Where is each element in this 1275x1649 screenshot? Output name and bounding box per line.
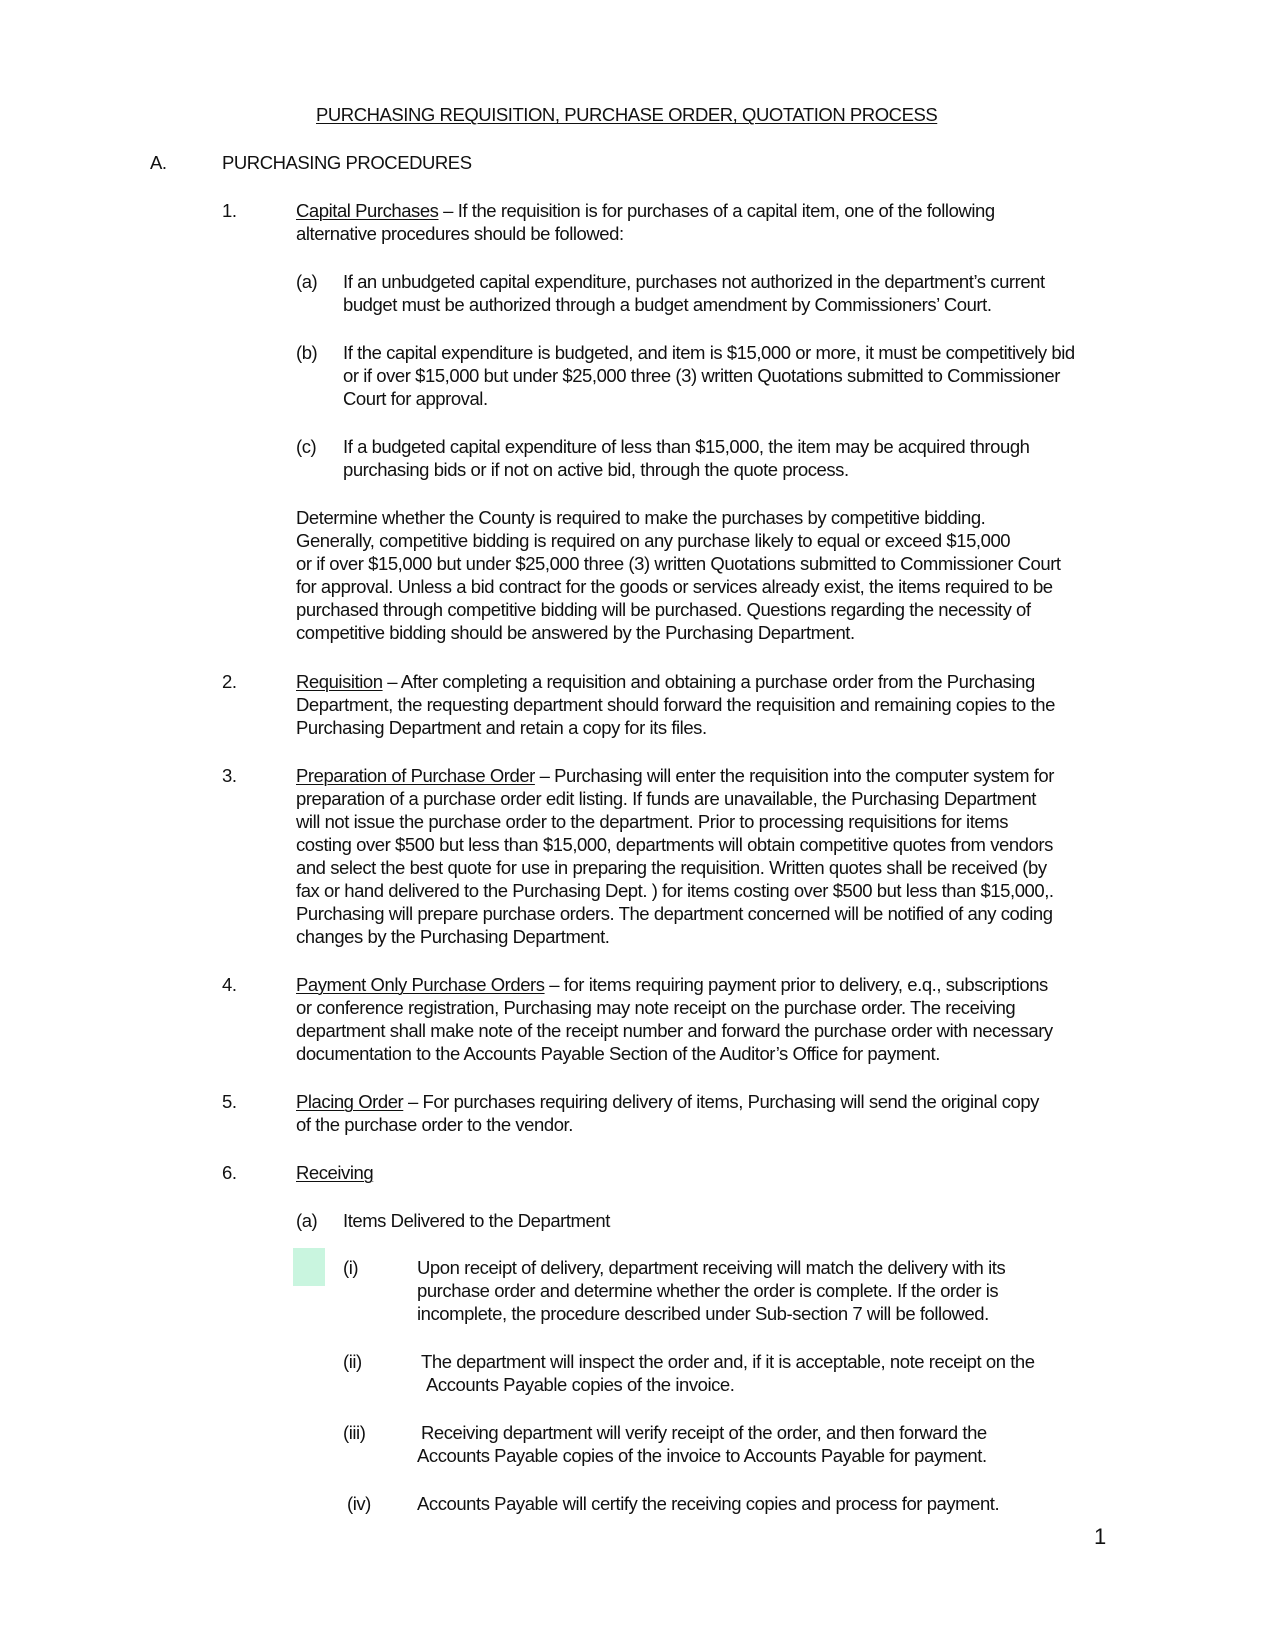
paragraph-line: Determine whether the County is required to make the purchases by competitive bidding. <box>296 507 986 528</box>
item-heading: Receiving <box>296 1162 374 1183</box>
item-text-line: Department, the requesting department should forward the requisition and remaining copies to the <box>296 694 1055 715</box>
section-letter: A. <box>150 152 167 173</box>
roman-label: (ii) <box>343 1351 362 1372</box>
section-heading: PURCHASING PROCEDURES <box>222 152 472 173</box>
roman-label: (i) <box>343 1257 359 1278</box>
highlight-marker <box>293 1248 325 1286</box>
paragraph-line: competitive bidding should be answered by the Purchasing Department. <box>296 622 855 643</box>
roman-line: purchase order and determine whether the order is complete. If the order is <box>417 1280 999 1301</box>
paragraph-line: for approval. Unless a bid contract for the goods or services already exist, the items required to be <box>296 576 1053 597</box>
item-text-line: Requisition – After completing a requisition and obtaining a purchase order from the Purchasing <box>296 671 1035 692</box>
item-text-line: of the purchase order to the vendor. <box>296 1114 573 1135</box>
item-heading: Capital Purchases <box>296 200 439 221</box>
item-text-line: fax or hand delivered to the Purchasing Dept. ) for items costing over $500 but less than $15,000,. <box>296 880 1054 901</box>
subitem-line: or if over $15,000 but under $25,000 three (3) written Quotations submitted to Commissioner <box>343 365 1060 386</box>
item-text-line: Capital Purchases – If the requisition is for purchases of a capital item, one of the following <box>296 200 995 221</box>
item-number: 1. <box>222 200 237 221</box>
item-text-line: department shall make note of the receipt number and forward the purchase order with necessary <box>296 1020 1053 1041</box>
subitem-line: Items Delivered to the Department <box>343 1210 610 1231</box>
paragraph-line: purchased through competitive bidding will be purchased. Questions regarding the necessity of <box>296 599 1031 620</box>
roman-line: Accounts Payable copies of the invoice. <box>426 1374 735 1395</box>
item-text-line: documentation to the Accounts Payable Section of the Auditor’s Office for payment. <box>296 1043 940 1064</box>
item-number: 2. <box>222 671 237 692</box>
roman-line: The department will inspect the order and, if it is acceptable, note receipt on the <box>421 1351 1035 1372</box>
item-number: 4. <box>222 974 237 995</box>
roman-line: incomplete, the procedure described under Sub-section 7 will be followed. <box>417 1303 989 1324</box>
item-text-line: alternative procedures should be followed: <box>296 223 624 244</box>
item-heading: Requisition <box>296 671 383 692</box>
subitem-line: If the capital expenditure is budgeted, and item is $15,000 or more, it must be competitively bid <box>343 342 1075 363</box>
subitem-line: If an unbudgeted capital expenditure, purchases not authorized in the department’s current <box>343 271 1045 292</box>
item-heading: Placing Order <box>296 1091 404 1112</box>
item-text-line: changes by the Purchasing Department. <box>296 926 610 947</box>
item-text-line: and select the best quote for use in preparing the requisition. Written quotes shall be received (by <box>296 857 1047 878</box>
item-number: 3. <box>222 765 237 786</box>
subitem-label: (c) <box>296 436 317 457</box>
item-text-line: preparation of a purchase order edit listing. If funds are unavailable, the Purchasing Department <box>296 788 1036 809</box>
page-number: 1 <box>1094 1524 1106 1549</box>
subitem-label: (a) <box>296 1210 318 1231</box>
paragraph-line: Generally, competitive bidding is required on any purchase likely to equal or exceed $15,000 <box>296 530 1011 551</box>
subitem-line: If a budgeted capital expenditure of less than $15,000, the item may be acquired through <box>343 436 1030 457</box>
subitem-label: (a) <box>296 271 318 292</box>
item-text-line: or conference registration, Purchasing may note receipt on the purchase order. The receiving <box>296 997 1016 1018</box>
roman-line: Upon receipt of delivery, department receiving will match the delivery with its <box>417 1257 1006 1278</box>
item-text-line: Purchasing will prepare purchase orders. The department concerned will be notified of any coding <box>296 903 1053 924</box>
item-heading: Preparation of Purchase Order <box>296 765 535 786</box>
document-title: PURCHASING REQUISITION, PURCHASE ORDER, QUOTATION PROCESS <box>316 104 938 125</box>
item-number: 5. <box>222 1091 237 1112</box>
subitem-label: (b) <box>296 342 318 363</box>
subitem-line: Court for approval. <box>343 388 488 409</box>
item-text-line: costing over $500 but less than $15,000, departments will obtain competitive quotes from vendors <box>296 834 1053 855</box>
roman-line: Accounts Payable will certify the receiving copies and process for payment. <box>417 1493 1000 1514</box>
item-text-line: Purchasing Department and retain a copy for its files. <box>296 717 707 738</box>
item-text-line: will not issue the purchase order to the department. Prior to processing requisitions for items <box>296 811 1009 832</box>
roman-label: (iii) <box>343 1422 366 1443</box>
item-number: 6. <box>222 1162 237 1183</box>
roman-label: (iv) <box>347 1493 371 1514</box>
item-heading: Payment Only Purchase Orders <box>296 974 545 995</box>
subitem-line: purchasing bids or if not on active bid, through the quote process. <box>343 459 849 480</box>
item-text-line: Preparation of Purchase Order – Purchasing will enter the requisition into the computer system for <box>296 765 1054 786</box>
roman-line: Accounts Payable copies of the invoice to Accounts Payable for payment. <box>417 1445 987 1466</box>
roman-line: Receiving department will verify receipt of the order, and then forward the <box>421 1422 987 1443</box>
paragraph-line: or if over $15,000 but under $25,000 three (3) written Quotations submitted to Commissioner Court <box>296 553 1061 574</box>
subitem-line: budget must be authorized through a budget amendment by Commissioners’ Court. <box>343 294 992 315</box>
item-text-line: Payment Only Purchase Orders – for items requiring payment prior to delivery, e.q., subscriptions <box>296 974 1048 995</box>
item-text-line: Placing Order – For purchases requiring delivery of items, Purchasing will send the original copy <box>296 1091 1039 1112</box>
